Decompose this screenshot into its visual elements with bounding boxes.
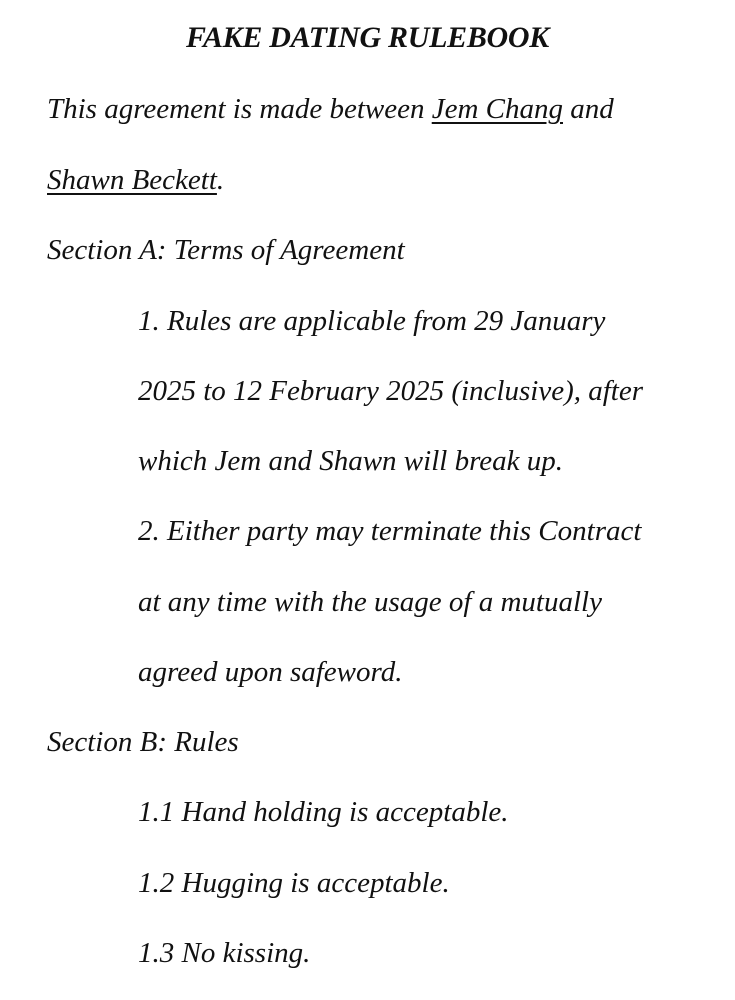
intro-line-1 [47, 89, 614, 129]
section-a-item-1-line-3: which Jem and Shawn will break up. [138, 445, 564, 477]
intro-suffix: . [216, 164, 225, 196]
intro-prefix: This agreement is made between [47, 93, 432, 125]
rule-1-3: 1.3 No kissing. [138, 937, 311, 969]
section-a-item-2-line-1: 2. Either party may terminate this Contract [138, 515, 642, 547]
section-a-heading: Section A: Terms of Agreement [47, 234, 405, 266]
party-one-name: Jem Chang [431, 93, 563, 125]
section-a-item-1-line-2: 2025 to 12 February 2025 (inclusive), after [138, 375, 643, 407]
rule-1-1: 1.1 Hand holding is acceptable. [138, 796, 509, 828]
document-title: FAKE DATING RULEBOOK [186, 21, 549, 54]
intro-line-2 [47, 160, 224, 200]
party-two-name: Shawn Beckett [47, 164, 217, 196]
intro-conjunction: and [563, 93, 614, 125]
rule-1-2: 1.2 Hugging is acceptable. [138, 867, 450, 899]
section-a-item-1-line-1: 1. Rules are applicable from 29 January [138, 305, 606, 337]
section-a-item-2-line-3: agreed upon safeword. [138, 656, 403, 688]
section-a-item-2-line-2: at any time with the usage of a mutually [138, 586, 602, 618]
section-b-heading: Section B: Rules [47, 726, 239, 758]
